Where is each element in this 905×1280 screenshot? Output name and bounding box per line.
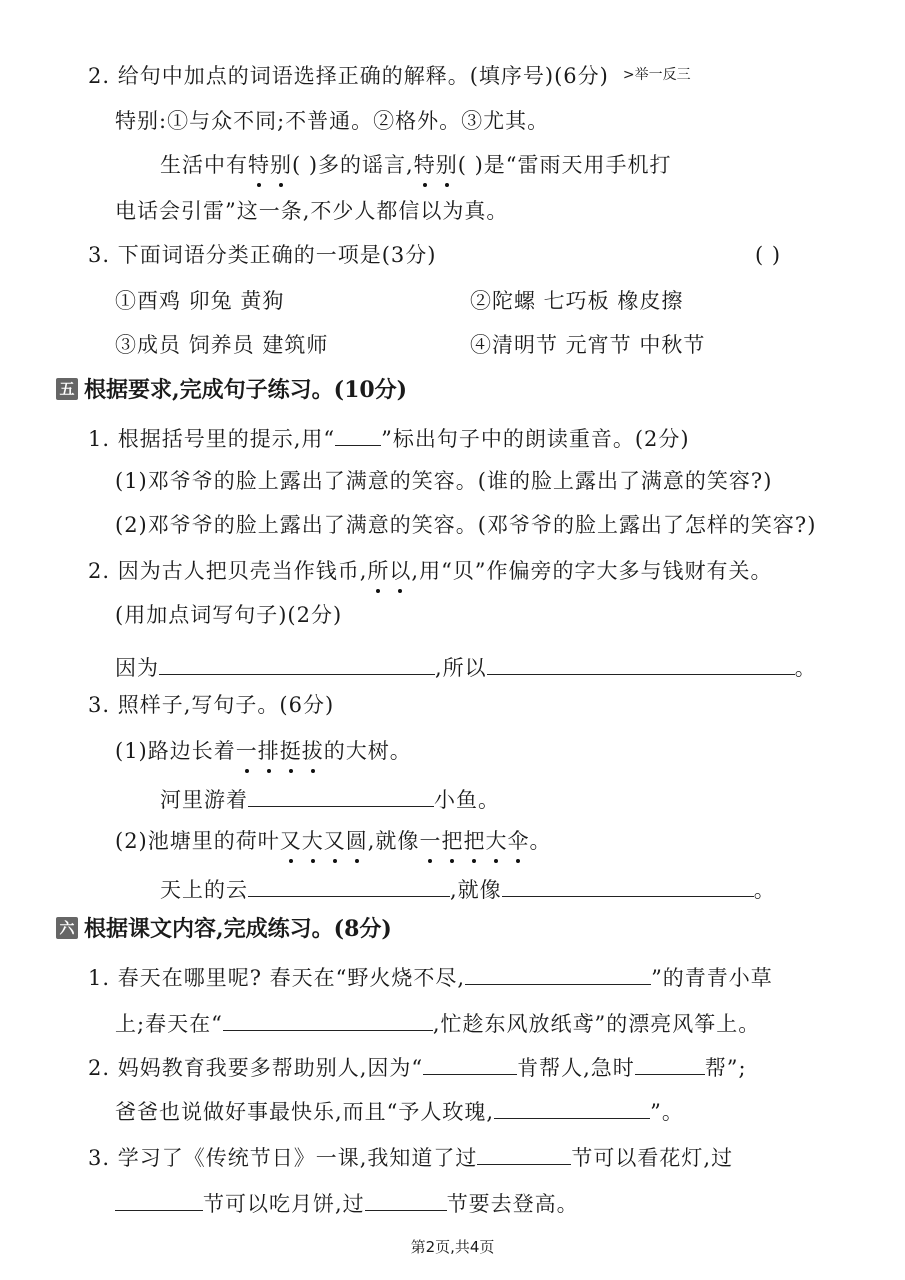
- emphasis-char: 别: [270, 150, 292, 180]
- section-6-header: 六 根据课文内容,完成练习。(8分): [56, 914, 392, 944]
- s6-q3: 3. 学习了《传统节日》一课,我知道了过 节可以看花灯,过: [88, 1140, 733, 1173]
- option-3: ③成员 饲养员 建筑师: [115, 333, 329, 357]
- blank[interactable]: [335, 421, 381, 446]
- s5-q3-answer2: 天上的云 ,就像 。: [160, 872, 776, 905]
- answer-blank[interactable]: [494, 1094, 650, 1119]
- s6-q2: 2. 妈妈教育我要多帮助别人,因为“ 肯帮人,急时 帮”;: [88, 1050, 747, 1083]
- s5-q1-1: (1)邓爷爷的脸上露出了满意的笑容。(谁的脸上露出了满意的笑容?): [115, 469, 773, 493]
- emphasis-char: 把: [463, 826, 485, 856]
- emphasis-char: 把: [441, 826, 463, 856]
- section-5-header: 五 根据要求,完成句子练习。(10分): [56, 375, 407, 405]
- page-footer: 第2页,共4页: [410, 1238, 495, 1256]
- s6-q3-cont: 节可以吃月饼,过 节要去登高。: [115, 1186, 579, 1219]
- answer-parenthesis[interactable]: ( ): [755, 243, 782, 267]
- dotted-word: [248, 153, 292, 177]
- s5-q1: 1. 根据括号里的提示,用“ ”标出句子中的朗读重音。(2分): [88, 421, 690, 454]
- answer-blank[interactable]: [477, 1140, 571, 1165]
- s5-q1-2: (2)邓爷爷的脸上露出了满意的笑容。(邓爷爷的脸上露出了怎样的笑容?): [115, 513, 817, 537]
- dotted-phrase: [280, 829, 368, 853]
- emphasis-char: 排: [258, 736, 280, 766]
- dotted-phrase: [236, 739, 324, 763]
- section-6-icon: 六: [56, 917, 78, 939]
- option-4: ④清明节 元宵节 中秋节: [470, 333, 706, 357]
- emphasis-char: 别: [436, 150, 458, 180]
- emphasis-char: 以: [389, 556, 411, 586]
- answer-blank[interactable]: [423, 1050, 517, 1075]
- answer-blank[interactable]: [223, 1006, 433, 1031]
- s6-q1: 1. 春天在哪里呢? 春天在“野火烧不尽, ”的青青小草: [88, 960, 773, 993]
- s5-q2-answer: 因为 ,所以 。: [115, 650, 817, 683]
- emphasis-char: 特: [248, 150, 270, 180]
- answer-blank[interactable]: [159, 650, 435, 675]
- s5-q3-example1: (1)路边长着一排挺拔的大树。: [115, 736, 412, 766]
- emphasis-char: 大: [302, 826, 324, 856]
- s5-q2-note: (用加点词写句子)(2分): [115, 603, 343, 627]
- s5-q2: 2. 因为古人把贝壳当作钱币,所以,用“贝”作偏旁的字大多与钱财有关。: [88, 556, 773, 586]
- q2-sentence-cont: 电话会引雷”这一条,不少人都信以为真。: [115, 199, 509, 223]
- emphasis-char: 所: [367, 556, 389, 586]
- q3-stem: 3. 下面词语分类正确的一项是(3分): [88, 243, 437, 267]
- emphasis-char: 特: [414, 150, 436, 180]
- answer-blank[interactable]: [365, 1186, 447, 1211]
- emphasis-char: 又: [280, 826, 302, 856]
- s5-q3-example2: (2)池塘里的荷叶又大又圆,就像一把把大伞。: [115, 826, 551, 856]
- answer-blank[interactable]: [248, 782, 434, 807]
- q2-sentence: 生活中有特别( )多的谣言,特别( )是“雷雨天用手机打: [160, 150, 672, 180]
- section-5-icon: 五: [56, 378, 78, 400]
- option-2: ②陀螺 七巧板 橡皮擦: [470, 289, 684, 313]
- s5-q3: 3. 照样子,写句子。(6分): [88, 693, 335, 717]
- q2-stem: 2. 给句中加点的词语选择正确的解释。(填序号)(6分) >举一反三: [88, 64, 691, 88]
- q2-definitions: 特别:①与众不同;不普通。②格外。③尤其。: [115, 109, 550, 133]
- s6-q1-cont: 上;春天在“ ,忙趁东风放纸鸢”的漂亮风筝上。: [115, 1006, 760, 1039]
- dotted-word: [367, 559, 411, 583]
- tag-label: >举一反三: [622, 67, 691, 83]
- emphasis-char: 伞: [507, 826, 529, 856]
- answer-blank[interactable]: [487, 650, 795, 675]
- emphasis-char: 拔: [302, 736, 324, 766]
- s6-q2-cont: 爸爸也说做好事最快乐,而且“予人玫瑰, ”。: [115, 1094, 684, 1127]
- answer-blank[interactable]: [248, 872, 450, 897]
- s5-q3-answer1: 河里游着 小鱼。: [160, 782, 500, 815]
- emphasis-char: 一: [236, 736, 258, 766]
- dotted-phrase: [419, 829, 529, 853]
- dotted-word: [414, 153, 458, 177]
- emphasis-char: 又: [324, 826, 346, 856]
- emphasis-char: 大: [485, 826, 507, 856]
- emphasis-char: 挺: [280, 736, 302, 766]
- answer-blank[interactable]: [635, 1050, 705, 1075]
- answer-blank[interactable]: [502, 872, 754, 897]
- answer-blank[interactable]: [115, 1186, 203, 1211]
- answer-blank[interactable]: [465, 960, 651, 985]
- option-1: ①酉鸡 卯兔 黄狗: [115, 289, 285, 313]
- emphasis-char: 圆: [346, 826, 368, 856]
- emphasis-char: 一: [419, 826, 441, 856]
